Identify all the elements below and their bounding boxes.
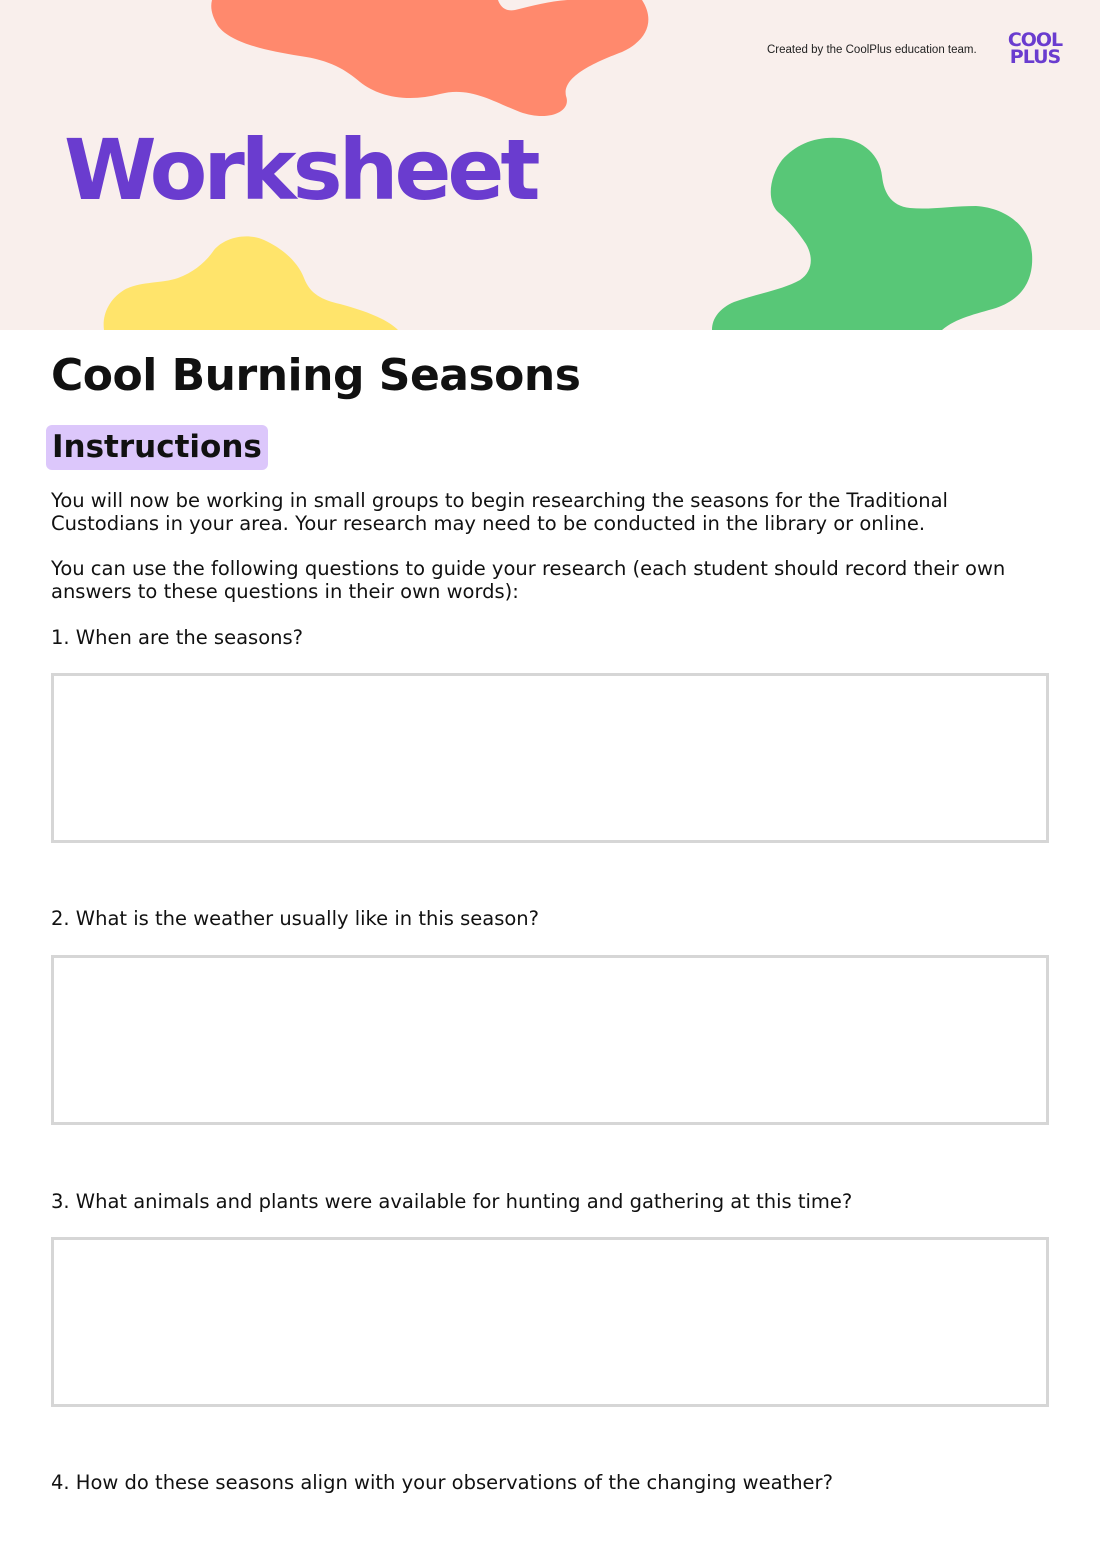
yellow-paint-blob <box>104 236 398 330</box>
worksheet-header <box>0 0 1100 330</box>
green-paint-blob <box>712 138 1032 330</box>
hero-title: Worksheet <box>64 121 537 219</box>
coolplus-logo <box>1004 29 1066 68</box>
instructions-heading: Instructions <box>46 425 268 470</box>
logo-line-plus: PLUS <box>1009 46 1061 68</box>
question-4: 4. How do these seasons align with your observations of the changing weather? <box>51 1471 833 1494</box>
answer-box-3[interactable] <box>51 1237 1049 1407</box>
answer-box-2[interactable] <box>51 955 1049 1125</box>
question-2: 2. What is the weather usually like in this season? <box>51 907 540 930</box>
question-1: 1. When are the seasons? <box>51 626 303 649</box>
guide-paragraph: You can use the following questions to guide your research (each student should record their own answers to these questions in their own words): <box>51 557 1006 603</box>
question-3: 3. What animals and plants were available for hunting and gathering at this time? <box>51 1190 853 1213</box>
coral-paint-blob <box>211 0 648 116</box>
page-title: Cool Burning Seasons <box>51 350 581 401</box>
intro-paragraph: You will now be working in small groups to begin researching the seasons for the Traditional Custodians in your area. Your research may need to be conducted in the library or online. <box>51 489 948 535</box>
logo-line-cool: COOL <box>1007 29 1063 51</box>
credit-text: Created by the CoolPlus education team. <box>767 44 977 56</box>
answer-box-1[interactable] <box>51 673 1049 843</box>
